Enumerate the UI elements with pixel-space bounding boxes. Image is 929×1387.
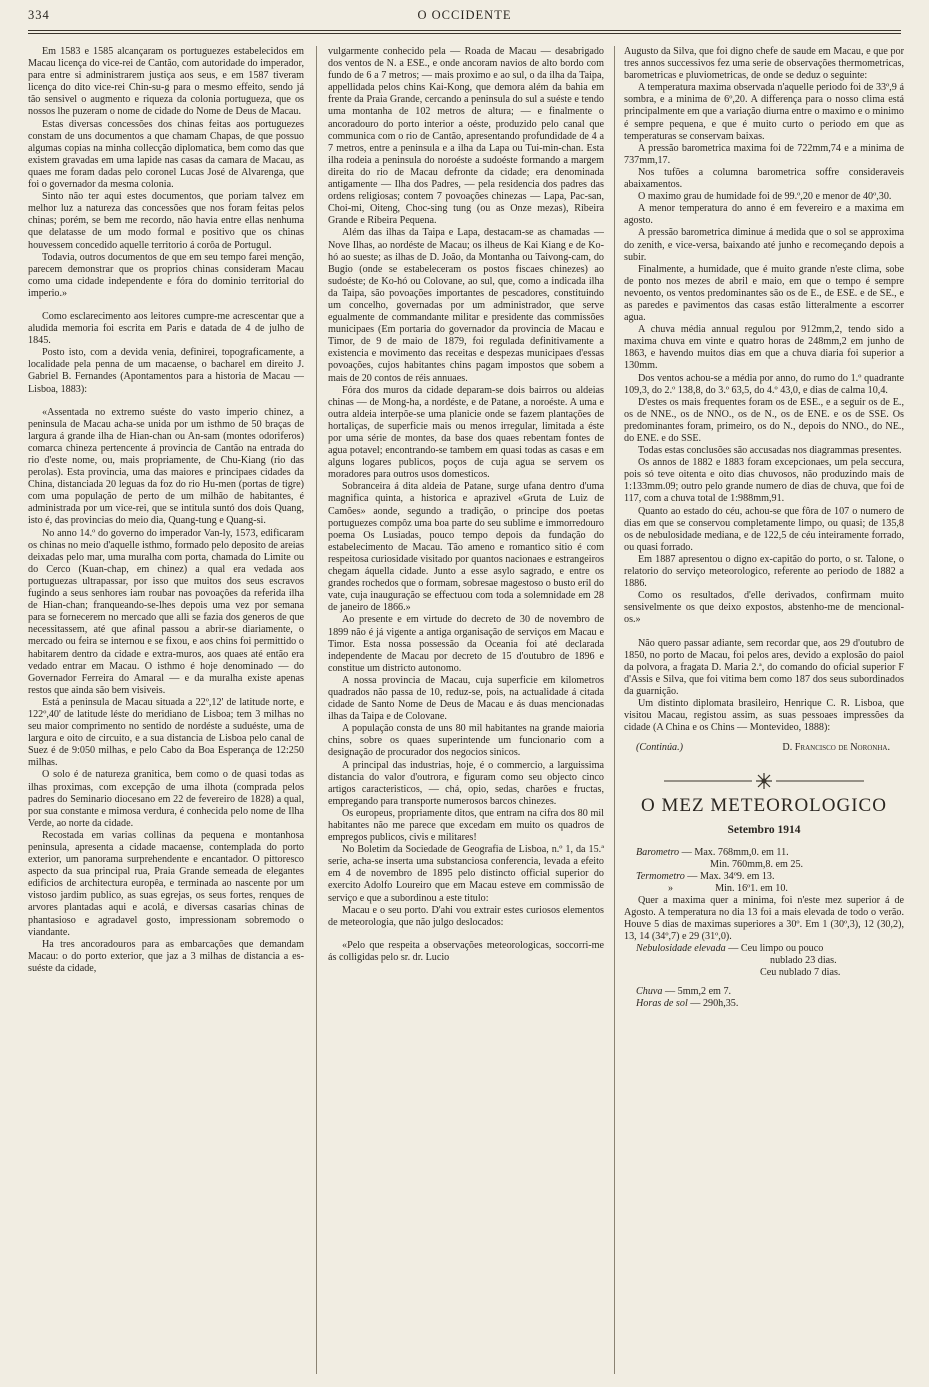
header-rule (28, 30, 901, 31)
column-divider (316, 46, 317, 1374)
paragraph: Macau e o seu porto. D'ahi vou extrair estes curiosos elementos de meteorologia, que não julgo deslocados: (328, 904, 604, 928)
paragraph: Sinto não ter aqui estes documentos, que poriam talvez em melhor luz a natureza das concessões que nos foram feitas pelos chinas; porém, se bem me recordo, não havia entre ellas nenhuma que delatasse de um modo formal e positivo que os chinas houvessem concedido aquelle territorio á corôa de Portugul. (28, 191, 304, 251)
paragraph: Nos tufões a columna barometrica soffre consideraveis abaixamentos. (624, 166, 904, 191)
termometro-max: — Max. 34º9. em 13. (687, 870, 775, 882)
paragraph: Todas estas conclusões são accusadas nos diagrammas presentes. (638, 445, 902, 457)
paragraph: No Boletim da Sociedade de Geografia de Lisboa, n.º 1, da 15.ª serie, acha-se inserta uma substanciosa conferencia, levada a efeito em 4 de novembro de 1895 pelo distincto official superior do exercito Adolfo Loureiro que em Macau esteve em commissão de serviço e que a subordinou a este titulo: (328, 844, 604, 904)
quote-paragraph: «Pelo que respeita a observações meteorologicas, soccorri-me ás colligidas pelo sr. dr. Lucio (328, 939, 604, 963)
chuva-value: — 5mm,2 em 7. (664, 985, 732, 997)
paragraph: A temperatura maxima observada n'aquelle periodo foi de 33º,9 á sombra, e a minima de 6º,20. A differença para o nosso clima está principalmente em que a variação diurna entre o maximo e o minimo é sempre pequena, e que é muito curto o periodo em que as temperaturas se conservam baixas. (624, 82, 904, 142)
page-number: 334 (28, 8, 50, 22)
paragraph: A menor temperatura do anno é em fevereiro e a maxima em agosto. (624, 203, 904, 227)
quote-paragraph: No anno 14.º do governo do imperador Van-ly, 1573, edificaram os chinas no meio d'aquelle isthmo, formado pelo deposito de areias deixadas pelo mar, uma muralha com porta, chamada do Limite ou do Cerco (Kuan-chap, em chinez) a qual era vedada aos portuguezas ultrapassar, por isso que muitos dos seus escravos fugindo a seus senhores iam roubar nas povoações da referida ilha de Hian-chan; franqueando-se-lhes depois uma vez por semana para se fornecerem no mercado que alli se fazia dos generos de que necessitassem, até que afinal passou a abrir-se diariamente, o mercado ou feira se internou e se fixou, e aos chins foi permittido o habitarem dentro da cidade e extra-muros, aos quaes até então era vedado entrar em Macau. O isthmo é hoje denominado — do Governador Ferreira do Amaral — e da muralha existe apenas restos que ainda são bem visiveis. (28, 527, 304, 696)
paragraph: A nossa provincia de Macau, cuja superficie em kilometros quadrados não passa de 10, reduz-se, pois, na actualidade á citada cidade de Santo Nome de Deus de Macau e ás duas mencionadas ilhas da Taipa e de Colovane. (328, 674, 604, 723)
ditto-mark: » (668, 882, 674, 894)
chuva-line (624, 986, 904, 998)
paragraph: Estas diversas concessões dos chinas feitas aos portuguezes constam de uns documentos a que chamam Chapas, de que possuo algumas copias na minha collecção diplomatica, bem como das que existem gravadas em uma lapide nas casas da camara de Macau, as quaes me foram dadas pelo coronel Lucas José de Alvarenga, que foi o governador da mesma colonia. (28, 118, 304, 191)
paragraph: Augusto da Silva, que foi digno chefe de saude em Macau, e que por tres annos successivos fez uma serie de observações thermometricas, barometricas e pluviometricas, de onde se deduz o seguinte: (624, 46, 904, 82)
paragraph: Posto isto, com a devida venia, definirei, topograficamente, a localidade pela penna de um macaense, o bacharel em direito J. Gabriel B. Fernandes (Apontamentos para a historia de Macau — Lisboa, 1883): (28, 347, 304, 395)
termometro-line (624, 871, 904, 883)
termometro-label: Termometro (636, 870, 685, 882)
column-2 (328, 46, 604, 1376)
nebulosidade-label: Nebulosidade elevada (636, 943, 726, 955)
paragraph: A população consta de uns 80 mil habitantes na grande maioria chins, sobre os quaes superintende um funcionario com a designação de procurador dos negocios sinicos. (328, 723, 604, 759)
paragraph: Dos ventos achou-se a média por anno, do rumo do 1.º quadrante 109,3, do 2.º 138,8, do 3.º 63,5, do 4.º 43,0, e dias de calma 10,4. (624, 372, 904, 396)
paragraph: Sobranceira á dita aldeia de Patane, surge ufana dentro d'uma magnifica quinta, a historica e aprazivel «Gruta de Luiz de Camões» aonde, segundo a tradição, o principe dos poetas portuguezes compôz uma boa parte do seu sublime e immorredouro poema Os Lusiadas, pouco tempo depois da fundação do estabelecimento de Macau. Tão ameno e romantico sitio é com respeitosa curiosidade visitado por quantos nacionaes e estrangeiros chegam áquella cidade. Junto a esse asylo sagrado, e entre os grandes rochedos que o formam, sobresae magestoso o busto eril do vate, cuja inauguração se effectuou com toda a solemnidade em 28 de janeiro de 1866.» (328, 481, 604, 614)
barometro-min: Min. 760mm,8. em 25. (710, 858, 804, 870)
quote-paragraph: Ha tres ancoradouros para as embarcações que demandam Macau: o do porto exterior, que jaz a 3 milhas de distancia a es-suéste da cidade, (28, 938, 304, 974)
barometro-max: — Max. 768mm,0. em 11. (681, 846, 789, 858)
column-3 (624, 46, 904, 1376)
paragraph: Finalmente, a humidade, que é muito grande n'este clima, sobe de ponto nos mezes de abril e maio, em que o tempo é sempre nevoento, os ventos predominantes são os de E., de ESE. e de SE., e as paredes e pavimentos das casas estão litteralmente a escorrer agua. (624, 263, 904, 324)
sol-label: Horas de sol (636, 997, 688, 1009)
quote-paragraph: Recostada em varias collinas da pequena e montanhosa peninsula, apresenta a cidade macaense, contemplada do porto exterior, um panorama surprehendente e encantador. O pittoresco aspecto da sua principal rua, Praia Grande semeada de elegantes edificios de architectura europêa, e terminada ao nascente por um vistoso jardim publico, as suas egrejas, os seus fortes, renques de arvores plantadas aqui e acolá, e diversas casarias chinas de phantasioso e agradavel gosto, impressionam sobremodo o viandante. (28, 829, 304, 938)
paragraph: Um distinto diplomata brasileiro, Henrique C. R. Lisboa, que visitou Macau, registou assim, as suas pessoaes impressões da cidade (A China e os Chins — Montevideo, 1888): (624, 697, 904, 734)
continua-note: (Continúa.) (636, 742, 683, 754)
termometro-min: Min. 16º1. em 10. (715, 882, 788, 894)
paragraph: Como esclarecimento aos leitores cumpre-me acrescentar que a aludida memoria foi escrita em Paris e datada de 4 de julho de 1845. (28, 310, 304, 347)
quote-paragraph: Está a peninsula de Macau situada a 22º,12' de latitude norte, e 122º,40' de latitude léste do meridiano de Lisboa; tem 3 milhas no seu maior comprimento no sentido de nordéste a suduéste, uma de largura e oito de circuito, e a sua distancia de Lisboa pelo canal de Suez é de 9:050 milhas, e pelo Cabo da Boa Esperança de 12:250 milhas. (28, 696, 304, 769)
ornament-icon (664, 772, 864, 790)
paragraph: Além das ilhas da Taipa e Lapa, destacam-se as chamadas — Nove Ilhas, ao nordéste de Macau; os ilheus de Kai Kiang e de Ko-hó ao sueste; as ilhas de D. João, da Montanha ou Taivong-cam, do Bugio (onde se estabeleceram os postos fiscaes chinezes) ao sudoéste; de Ko-hó ou Colovane, ao sul, que, como a indicada ilha da Taipa, são povoações importantes de pescadores, constituindo um concelho, governadas por um administrador, que serve egualmente de commandante militar e presidente das commissões municipaes (Em portaria do governador da provincia de Macau e Timor, de 9 de maio de 1879, foi regulada definitivamente a existencia e movimento das receitas e despezas municipaes d'essas povoações, cujos habitantes chins pagam impostos que sobem a mais de 20 contos de réis annuaes. (328, 227, 604, 384)
nebulosidade-line-2: nublado 23 dias. (770, 955, 837, 967)
journal-title: O OCCIDENTE (417, 8, 512, 22)
barometro-line (624, 847, 904, 859)
quote-paragraph: O solo é de natureza granitica, bem como o de quasi todas as ilhas proximas, com excepção de uma ilhota (comprada pelos padres do Seminario diocesano em 22 de fevereiro de 1828) a qual, por sua constante e mimosa verdura, é conhecida pelo nome de Ilha Verde, ao norte da cidade. (28, 769, 304, 829)
barometro-label: Barometro (636, 846, 680, 858)
page-header (28, 8, 901, 30)
paragraph: Como os resultados, d'elle derivados, confirmam muito sensivelmente os que deixo expostos, abstenho-me de mencional-os.» (624, 590, 904, 626)
paragraph: Os annos de 1882 e 1883 foram excepcionaes, um pela seccura, pois só teve oitenta e oito dias chuvosos, não produzindo mais de 1:133mm.09; outro pelo grande numero de dias de chuva, que foi de 117, com a chuva total de 1:988mm,91. (624, 457, 904, 505)
paragraph: D'estes os mais frequentes foram os de ESE., e a seguir os de E., os de NNE., os de NNO., os de N., os de ENE. e os de SSE. Os predominantes foram, primeiro, os do N., depois do NNO., do NE., do ENE. e do SSE. (624, 396, 904, 444)
section-title: O MEZ METEOROLOGICO (641, 795, 887, 817)
sol-line (624, 998, 904, 1010)
paragraph: Em 1887 apresentou o digno ex-capitão do porto, o sr. Talone, o relatorio do serviço meteorologico, referente ao periodo de 1882 a 1886. (624, 553, 904, 590)
termometro-min-line (624, 883, 904, 895)
paragraph: Fóra dos muros da cidade deparam-se dois bairros ou aldeias chinas — de Mong-ha, a nordéste, e de Patane, a noroéste. A uma e outra aldeia interpõe-se uma planicie onde se fazem plantações de hortaliças, de superficie mais ou menos irregular, limitada a éste por uma série de montes, da base dos quaes rebentam fontes de agua potavel; encontrando-se tambem em quasi todas as casas e em alguns logares publicos, poços de cuja agua se servem os moradores para outros usos domesticos. (328, 384, 604, 481)
paragraph: vulgarmente conhecido pela — Roada de Macau — desabrigado dos ventos de N. a ESE., e onde ancoram navios de alto bordo com fundo de 6 a 7 metros; — mais proximo e ao sul, o da ilha da Taipa, appellidada pelos chins Kai-Kong, que demora além da bahia em frente da Praia Grande, cercando a peninsula do sul a suéste e tendo uma montanha de 102 metros de altura; — e finalmente o ancoradouro do porto interior a oéste, produzido pelo canal que communica com o rio de Cantão, apresentando profundidade de 4 a 7 metros, entre a peninsula e a ilha da Lapa ou Tui-min-chan. Esta ilha rodeia a peninsula do noroéste a sudoéste formando a margem direita do rio de Macau defronte da cidade; era denominada antigamente — Ilha dos Padres, — pela residencia dos padres das ordens religiosas; contem 7 povoações chinezas — Lapa, Pac-san, Choi-mi, Oiteng, Choc-sing tung (ou as Onze mezas), Ribeira Grande e Ribeira Pequena. (328, 46, 604, 227)
nebulosidade-value: — Ceu limpo ou pouco (728, 943, 824, 955)
section-subtitle: Setembro 1914 (727, 824, 801, 837)
paragraph: A pressão barometrica diminue á medida que o sol se approxima do zenith, e vice-versa, baixando até junho e recomeçando depois a subir. (624, 227, 904, 263)
column-divider (614, 46, 615, 1374)
chuva-label: Chuva (636, 985, 663, 997)
paragraph: Quanto ao estado do céu, achou-se que fôra de 107 o numero de dias em que se conservou completamente limpo, ou quasi; de 135,8 os de nebulosidade mediana, e de 122,5 de céu inteiramente forrado, ou quasi forrado. (624, 505, 904, 553)
paragraph: Ao presente e em virtude do decreto de 30 de novembro de 1899 não é já vigente a antiga organisação de serviços em Macau e Timor. Esta nossa possessão da Oceania foi até declarada independente de Macau por decreto de 15 d'outubro de 1896 e constitue um districto autonomo. (328, 614, 604, 674)
author-name: D. Francisco de Noronha. (782, 742, 890, 754)
paragraph: O maximo grau de humidade foi de 99.º,20 e menor de 40º,30. (638, 191, 892, 203)
ornament-divider (624, 772, 904, 790)
nebulosidade-line (624, 943, 904, 955)
paragraph: Em 1583 e 1585 alcançaram os portuguezes estabelecidos em Macau licença do vice-rei de Cantão, com autoridade do imperador, para entre si administrarem justiça aos seus, e em 1587 tiveram licença do dito vice-rei Chin-su-g para o mesmo effeito, sendo já tão sensivel o augmento e riqueza da colonia portugueza, que os nossos lhe puzeram o nome de cidade do Nome de Deus de Macau. (28, 46, 304, 118)
meteo-paragraph: Quer a maxima quer a minima, foi n'este mez superior á de Agosto. A temperatura no dia 13 foi a mais elevada de todo o verão. Houve 5 dias de maximas superiores a 30º. Em 1 (30º,3), 12 (30,2), 13, 14 (34º,7) e 29 (31º,0). (624, 894, 904, 943)
paragraph: Todavia, outros documentos de que em seu tempo farei menção, parecem demonstrar que os proprios chinas consideram Macau como uma cidade independente e fóra do dominio territorial do imperio.» (28, 251, 304, 299)
paragraph: Não quero passar adiante, sem recordar que, aos 29 d'outubro de 1850, no porto de Macau, foi pelos ares, devido a explosão do paiol da polvora, a fragata D. Maria 2.ª, do comando do oficial superior F d'Assis e Silva, que foi vitima bem como 187 dos seus subordinados da guarnição. (624, 637, 904, 697)
column-1 (28, 46, 304, 1376)
paragraph: A chuva média annual regulou por 912mm,2, tendo sido a maxima chuva em vinte e quatro horas de 248mm,2 em junho de 1863, e havendo muitos dias em que a chuva diaria foi superior a 130mm. (624, 324, 904, 372)
sol-value: — 290h,35. (690, 997, 739, 1009)
article-signature (624, 742, 904, 754)
quote-paragraph: «Assentada no extremo suéste do vasto imperio chinez, a peninsula de Macau acha-se unida por um isthmo de 50 braças de largura á grande ilha de Hian-chan ou An-sam (montes odoriferos) comarca chineza pertencente á provincia de Cantão na entrada do rio d'este nome, ou, mais propriamente, de Chu-Kiang (rio das perolas). Esta provincia, uma das maiores e principaes cidades da China, distanciada 20 leguas da foz do rio Hu-men (portas de tigre) com uma população de perto de um milhão de habitantes, é administrada por um vice-rei, que se intitula suntó dos dois Quang, isto é, das provincias do meio dia, Quang-tung e Quang-si. (28, 406, 304, 527)
paragraph: A pressão barometrica maxima foi de 722mm,74 e a minima de 737mm,17. (624, 142, 904, 166)
nebulosidade-line-3: Ceu nublado 7 dias. (760, 967, 841, 979)
header-rule-double (28, 33, 901, 34)
paragraph: A principal das industrias, hoje, é o commercio, a larguissima distancia do valor d'outrora, e figuram como seu objecto cinco artigos caracteristicos, — chá, opio, sedas, charões e fructas, empregando para transporte numerosos barcos chinezes. (328, 759, 604, 807)
paragraph: Os europeus, propriamente ditos, que entram na cifra dos 80 mil habitantes não me parece que excedam em muito os quadros de empregos publicos, civis e militares! (328, 807, 604, 844)
